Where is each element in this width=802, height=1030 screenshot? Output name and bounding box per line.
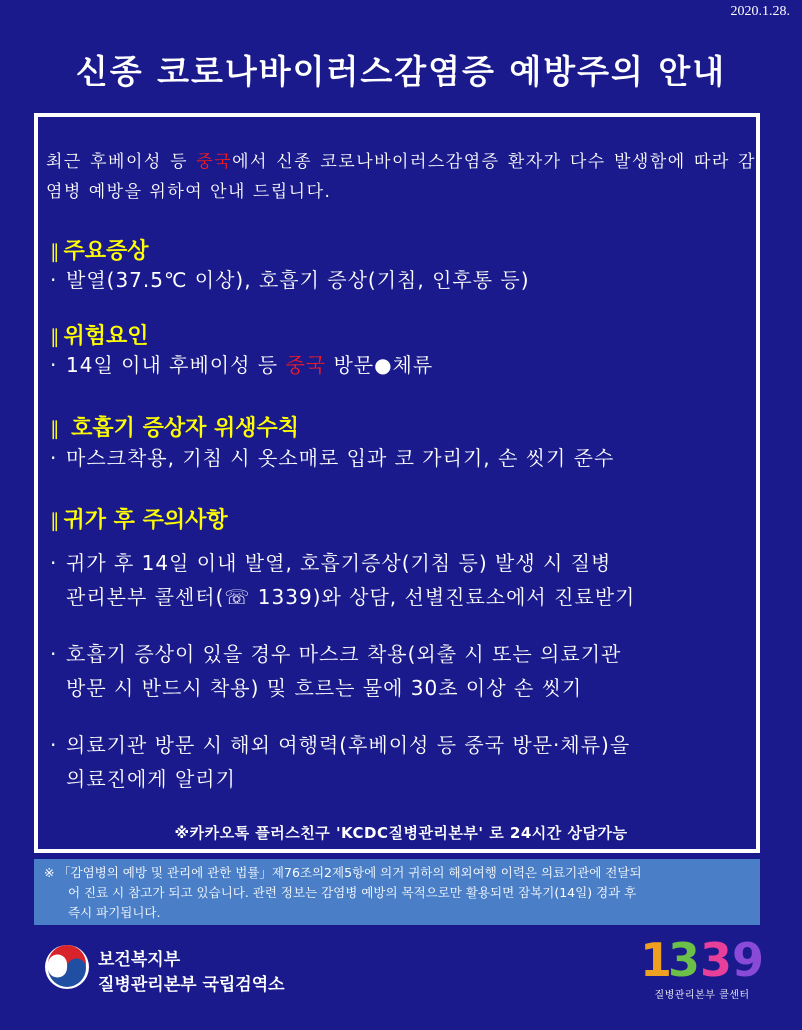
bullet-icon: ·: [50, 353, 58, 377]
section-heading-return-text: 귀가 후 주의사항: [63, 508, 228, 533]
kakao-notice: ※카카오톡 플러스친구 'KCDC질병관리본부' 로 24시간 상담가능: [174, 824, 628, 842]
return-item-3-line-2: 의료진에게 알리기: [66, 767, 236, 791]
hygiene-item-text: 마스크착용, 기침 시 옷소매로 입과 코 가리기, 손 씻기 준수: [66, 446, 615, 470]
footnote-line-2: 어 진료 시 참고가 되고 있습니다. 관련 정보는 감염병 예방의 목적으로만 활용되면 잠복기(14일) 경과 후: [68, 885, 637, 900]
return-item-1-line-1: 귀가 후 14일 이내 발열, 호흡기증상(기침 등) 발생 시 질병: [66, 551, 612, 575]
footnote-line-1: 「감염병의 예방 및 관리에 관한 법률」제76조의2제5항에 의거 귀하의 해외여행 이력은 의료기관에 전달되: [58, 865, 642, 880]
svg-text:9: 9: [732, 933, 765, 986]
symptoms-item-text: 발열(37.5℃ 이상), 호흡기 증상(기침, 인후통 등): [66, 268, 530, 292]
section-heading-risk: [50, 319, 149, 350]
section-heading-return: [50, 503, 228, 534]
svg-text:3: 3: [668, 933, 701, 986]
date-label: 2020.1.28.: [730, 4, 790, 19]
risk-item-highlight-china: 중국: [285, 353, 327, 377]
section-marker-icon: ∥: [50, 510, 60, 532]
return-item-3: [50, 728, 756, 796]
return-item-3-line-1: 의료기관 방문 시 해외 여행력(후베이성 등 중국 방문·체류)을: [66, 733, 631, 757]
taegeuk-icon: [44, 944, 90, 990]
section-heading-risk-text: 위험요인: [63, 324, 149, 349]
bullet-icon: ·: [50, 551, 58, 575]
bullet-icon: ·: [50, 446, 58, 470]
return-item-1: [50, 546, 756, 614]
section-marker-icon: ∥: [50, 418, 60, 440]
bullet-icon: ·: [50, 268, 58, 292]
callcenter-logo: [632, 930, 772, 1000]
callcenter-subtitle: 질병관리본부 콜센터: [654, 990, 750, 1001]
return-item-2-line-1: 호흡기 증상이 있을 경우 마스크 착용(외출 시 또는 의료기관: [66, 642, 622, 666]
org-name-kcdc: 질병관리본부 국립검역소: [98, 975, 285, 995]
org-name-ministry: 보건복지부: [98, 950, 181, 970]
footnote-box: [34, 859, 760, 925]
svg-text:1: 1: [640, 933, 673, 986]
section-heading-hygiene-text: 호흡기 증상자 위생수칙: [71, 416, 300, 441]
risk-item-text-1: 14일 이내 후베이성 등: [66, 353, 286, 377]
intro-text-2: 에서 신종 코로나바이러스감염증 환자가 다수 발생함에 따라 감염병 예방을 위하여 안내 드립니다.: [46, 152, 756, 202]
bullet-icon: ·: [50, 733, 58, 757]
footnote-line-3: 즉시 파기됩니다.: [68, 905, 161, 920]
return-item-2: [50, 637, 756, 705]
svg-text:3: 3: [700, 933, 733, 986]
section-marker-icon: ∥: [50, 241, 60, 263]
section-marker-icon: ∥: [50, 326, 60, 348]
callcenter-number-icon: [632, 930, 772, 986]
ministry-logo: [44, 940, 324, 1000]
footnote-mark: ※: [44, 865, 55, 880]
section-heading-symptoms: [50, 234, 149, 265]
intro-text-1: 최근 후베이성 등: [46, 152, 197, 172]
return-item-1-line-2: 관리본부 콜센터(☏ 1339)와 상담, 선별진료소에서 진료받기: [66, 585, 636, 609]
intro-paragraph: [46, 147, 756, 207]
risk-item-text-2: 방문●체류: [326, 353, 434, 377]
hygiene-item: [50, 441, 756, 475]
return-item-2-line-2: 방문 시 반드시 착용) 및 흐르는 물에 30초 이상 손 씻기: [66, 676, 583, 700]
page-title: 신종 코로나바이러스감염증 예방주의 안내: [75, 52, 727, 91]
section-heading-symptoms-text: 주요증상: [63, 239, 149, 264]
intro-highlight-china: 중국: [196, 152, 233, 172]
risk-item: [50, 348, 756, 382]
section-heading-hygiene: [50, 411, 299, 442]
symptoms-item: [50, 263, 756, 297]
bullet-icon: ·: [50, 642, 58, 666]
